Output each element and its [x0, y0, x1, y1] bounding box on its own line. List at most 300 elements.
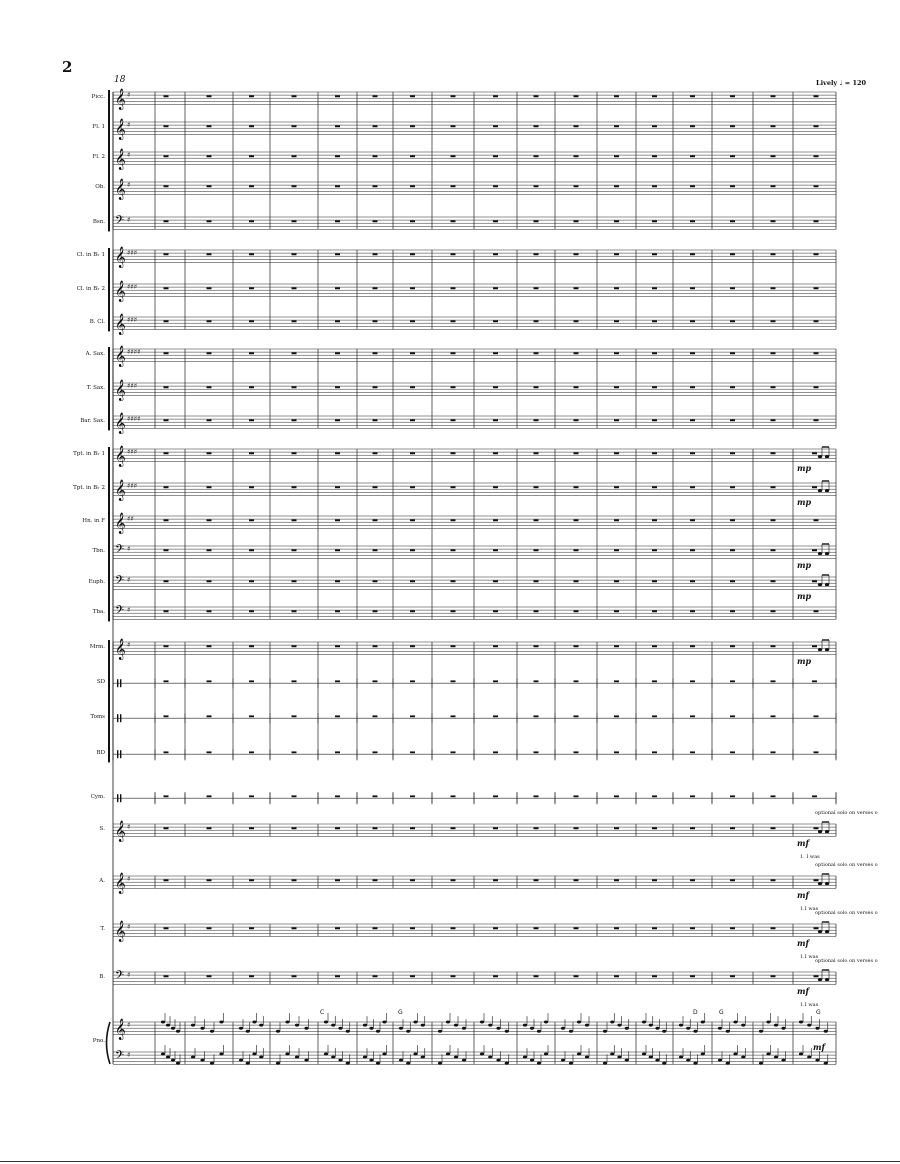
whole-rest	[373, 155, 378, 157]
piano-note	[693, 1030, 697, 1033]
whole-rest	[690, 125, 695, 127]
instrument-label: Toms	[90, 714, 105, 720]
group-bracket	[108, 640, 110, 762]
whole-rest	[812, 645, 817, 647]
whole-rest	[493, 795, 498, 797]
piano-note	[679, 1024, 683, 1027]
whole-rest	[652, 352, 657, 354]
whole-rest	[690, 220, 695, 222]
whole-rest	[574, 519, 579, 521]
piano-note	[610, 1021, 614, 1024]
entry-note	[825, 978, 829, 981]
key-signature: ♯♯♯♯	[127, 348, 141, 356]
whole-rest	[451, 320, 456, 322]
whole-rest	[164, 549, 169, 551]
whole-rest	[410, 253, 415, 255]
piano-note	[252, 1021, 256, 1024]
entry-note	[825, 552, 829, 555]
whole-rest	[534, 927, 539, 929]
key-signature: ♯♯♯	[127, 382, 138, 390]
whole-rest	[574, 253, 579, 255]
piano-note	[693, 1062, 697, 1065]
whole-rest	[292, 975, 297, 977]
whole-rest	[690, 452, 695, 454]
whole-rest	[249, 352, 254, 354]
piano-note	[781, 1059, 785, 1062]
whole-rest	[335, 580, 340, 582]
whole-rest	[771, 253, 776, 255]
whole-rest	[534, 580, 539, 582]
percussion-clef	[117, 794, 118, 802]
piano-note	[338, 1059, 342, 1062]
piano-note	[799, 1053, 803, 1056]
whole-rest	[812, 580, 817, 582]
whole-rest	[451, 549, 456, 551]
key-signature: ♯	[127, 576, 131, 584]
whole-rest	[292, 95, 297, 97]
clef: 𝄞	[115, 119, 126, 140]
whole-rest	[730, 155, 735, 157]
whole-rest	[451, 580, 456, 582]
piano-note	[406, 1062, 410, 1065]
clef: 𝄢	[115, 214, 125, 230]
instrument-label: Tbn.	[92, 548, 105, 554]
whole-rest	[574, 287, 579, 289]
instrument-label: Mrm.	[89, 644, 105, 650]
whole-rest	[493, 519, 498, 521]
whole-rest	[812, 486, 817, 488]
piano-brace	[107, 1022, 111, 1064]
whole-rest	[690, 580, 695, 582]
whole-rest	[373, 715, 378, 717]
piano-note	[733, 1021, 737, 1024]
clef: 𝄞	[115, 314, 126, 335]
whole-rest	[652, 795, 657, 797]
instrument-label: Fl. 2	[92, 154, 105, 160]
piano-note	[726, 1030, 730, 1033]
piano-note	[530, 1027, 534, 1030]
whole-rest	[410, 185, 415, 187]
chord-symbol: G	[719, 1009, 724, 1016]
whole-rest	[373, 287, 378, 289]
whole-rest	[373, 927, 378, 929]
whole-rest	[652, 580, 657, 582]
instrument-label: T.	[100, 926, 105, 932]
whole-rest	[249, 419, 254, 421]
lyric: 1.I was	[800, 954, 819, 960]
piano-note	[569, 1030, 573, 1033]
whole-rest	[730, 549, 735, 551]
whole-rest	[207, 386, 212, 388]
whole-rest	[730, 220, 735, 222]
piano-note	[324, 1053, 328, 1056]
whole-rest	[373, 519, 378, 521]
whole-rest	[207, 580, 212, 582]
whole-rest	[534, 549, 539, 551]
whole-rest	[373, 610, 378, 612]
piano-note	[324, 1021, 328, 1024]
whole-rest	[771, 879, 776, 881]
whole-rest	[534, 680, 539, 682]
entry-note	[818, 489, 822, 492]
whole-rest	[373, 352, 378, 354]
whole-rest	[730, 680, 735, 682]
whole-rest	[164, 220, 169, 222]
whole-rest	[574, 975, 579, 977]
whole-rest	[410, 975, 415, 977]
whole-rest	[730, 879, 735, 881]
whole-rest	[574, 580, 579, 582]
piano-note	[642, 1021, 646, 1024]
piano-note	[219, 1021, 223, 1024]
whole-rest	[652, 220, 657, 222]
whole-rest	[690, 645, 695, 647]
piano-note	[421, 1024, 425, 1027]
whole-rest	[207, 549, 212, 551]
piano-note	[718, 1059, 722, 1062]
whole-rest	[771, 185, 776, 187]
dynamic-mp: mp	[797, 560, 812, 570]
piano-note	[399, 1027, 403, 1030]
whole-rest	[335, 185, 340, 187]
tempo-marking: Lively ♩ = 120	[816, 79, 867, 87]
dynamic-mf: mf	[813, 1042, 825, 1052]
whole-rest	[373, 419, 378, 421]
whole-rest	[652, 386, 657, 388]
whole-rest	[292, 580, 297, 582]
whole-rest	[730, 715, 735, 717]
whole-rest	[493, 827, 498, 829]
clef: 𝄞	[115, 281, 126, 302]
whole-rest	[771, 386, 776, 388]
whole-rest	[652, 879, 657, 881]
piano-note	[701, 1053, 705, 1056]
whole-rest	[410, 452, 415, 454]
whole-rest	[614, 519, 619, 521]
piano-note	[454, 1056, 458, 1059]
whole-rest	[614, 486, 619, 488]
piano-note	[655, 1059, 659, 1062]
whole-rest	[451, 386, 456, 388]
whole-rest	[249, 287, 254, 289]
whole-rest	[249, 155, 254, 157]
whole-rest	[249, 125, 254, 127]
whole-rest	[614, 352, 619, 354]
whole-rest	[614, 320, 619, 322]
whole-rest	[164, 320, 169, 322]
whole-rest	[373, 125, 378, 127]
whole-rest	[292, 220, 297, 222]
whole-rest	[730, 125, 735, 127]
piano-note	[346, 1030, 350, 1033]
whole-rest	[771, 827, 776, 829]
whole-rest	[493, 352, 498, 354]
dynamic-mp: mp	[797, 497, 812, 507]
group-bracket	[108, 447, 110, 621]
whole-rest	[614, 680, 619, 682]
whole-rest	[493, 125, 498, 127]
whole-rest	[814, 125, 819, 127]
clef: 𝄞	[115, 380, 126, 401]
piano-note	[766, 1021, 770, 1024]
clef: 𝄞	[115, 413, 126, 434]
whole-rest	[451, 879, 456, 881]
entry-note	[825, 882, 829, 885]
key-signature: ♯	[127, 923, 131, 931]
piano-note	[505, 1030, 509, 1033]
whole-rest	[614, 879, 619, 881]
key-signature: ♯	[127, 216, 131, 224]
whole-rest	[207, 827, 212, 829]
whole-rest	[574, 386, 579, 388]
key-signature: ♯♯♯	[127, 316, 138, 324]
piano-note	[338, 1027, 342, 1030]
key-signature: ♯♯♯	[127, 283, 138, 291]
whole-rest	[292, 386, 297, 388]
piano-note	[530, 1059, 534, 1062]
whole-rest	[164, 680, 169, 682]
whole-rest	[373, 645, 378, 647]
piano-note	[462, 1027, 466, 1030]
whole-rest	[652, 927, 657, 929]
whole-rest	[373, 580, 378, 582]
whole-rest	[652, 125, 657, 127]
piano-note	[774, 1056, 778, 1059]
whole-rest	[451, 715, 456, 717]
whole-rest	[771, 419, 776, 421]
piano-note	[276, 1030, 280, 1033]
whole-rest	[493, 680, 498, 682]
whole-rest	[614, 287, 619, 289]
clef: 𝄞	[115, 346, 126, 367]
whole-rest	[574, 610, 579, 612]
whole-rest	[410, 795, 415, 797]
piano-note	[655, 1027, 659, 1030]
whole-rest	[451, 519, 456, 521]
whole-rest	[534, 287, 539, 289]
whole-rest	[534, 185, 539, 187]
whole-rest	[771, 220, 776, 222]
whole-rest	[292, 751, 297, 753]
piano-note	[285, 1021, 289, 1024]
entry-note	[825, 930, 829, 933]
piano-note	[219, 1053, 223, 1056]
whole-rest	[493, 645, 498, 647]
piano-note	[496, 1027, 500, 1030]
whole-rest	[652, 751, 657, 753]
whole-rest	[652, 185, 657, 187]
whole-rest	[451, 220, 456, 222]
instrument-label: Tpt. in B♭ 2	[73, 485, 105, 491]
instrument-label: Cym.	[90, 794, 105, 800]
whole-rest	[207, 795, 212, 797]
key-signature: ♯	[127, 971, 131, 979]
whole-rest	[730, 751, 735, 753]
piano-note	[376, 1062, 380, 1065]
whole-rest	[410, 610, 415, 612]
whole-rest	[534, 610, 539, 612]
instrument-label: Picc.	[91, 94, 105, 100]
piano-note	[191, 1024, 195, 1027]
whole-rest	[373, 751, 378, 753]
piano-note	[331, 1024, 335, 1027]
whole-rest	[614, 827, 619, 829]
whole-rest	[410, 320, 415, 322]
whole-rest	[493, 927, 498, 929]
whole-rest	[207, 320, 212, 322]
whole-rest	[207, 125, 212, 127]
piano-note	[246, 1030, 250, 1033]
whole-rest	[164, 879, 169, 881]
whole-rest	[207, 645, 212, 647]
whole-rest	[335, 125, 340, 127]
whole-rest	[690, 680, 695, 682]
piano-note	[741, 1024, 745, 1027]
percussion-clef	[120, 794, 121, 802]
piano-note	[537, 1030, 541, 1033]
whole-rest	[652, 95, 657, 97]
group-bracket	[108, 248, 110, 331]
whole-rest	[534, 827, 539, 829]
whole-rest	[249, 580, 254, 582]
lyric: 1. I was	[800, 854, 820, 860]
piano-note	[617, 1056, 621, 1059]
whole-rest	[410, 751, 415, 753]
piano-note	[446, 1021, 450, 1024]
whole-rest	[771, 645, 776, 647]
whole-rest	[534, 155, 539, 157]
whole-rest	[771, 95, 776, 97]
entry-note	[825, 489, 829, 492]
whole-rest	[814, 386, 819, 388]
vocal-direction: optional solo on verses o	[815, 862, 878, 868]
instrument-label: Cl. in B♭ 2	[76, 286, 105, 292]
whole-rest	[614, 185, 619, 187]
instrument-label: Fl. 1	[92, 124, 105, 130]
whole-rest	[451, 751, 456, 753]
whole-rest	[292, 795, 297, 797]
whole-rest	[451, 287, 456, 289]
piano-note	[679, 1056, 683, 1059]
whole-rest	[451, 352, 456, 354]
piano-note	[496, 1059, 500, 1062]
whole-rest	[335, 155, 340, 157]
instrument-label: A. Sax.	[85, 351, 105, 357]
piano-note	[376, 1030, 380, 1033]
whole-rest	[493, 220, 498, 222]
piano-note	[585, 1056, 589, 1059]
piano-note	[176, 1030, 180, 1033]
whole-rest	[534, 320, 539, 322]
whole-rest	[249, 827, 254, 829]
whole-rest	[249, 927, 254, 929]
piano-note	[544, 1053, 548, 1056]
whole-rest	[652, 155, 657, 157]
whole-rest	[207, 352, 212, 354]
whole-rest	[292, 287, 297, 289]
whole-rest	[164, 827, 169, 829]
whole-rest	[730, 519, 735, 521]
whole-rest	[690, 549, 695, 551]
whole-rest	[335, 220, 340, 222]
piano-note	[774, 1024, 778, 1027]
piano-note	[369, 1059, 373, 1062]
whole-rest	[164, 645, 169, 647]
whole-rest	[690, 155, 695, 157]
piano-note	[454, 1024, 458, 1027]
whole-rest	[614, 549, 619, 551]
piano-note	[331, 1056, 335, 1059]
dynamic-mf: mf	[797, 838, 809, 848]
whole-rest	[771, 352, 776, 354]
key-signature: ♯	[127, 606, 131, 614]
piano-note	[421, 1056, 425, 1059]
whole-rest	[574, 95, 579, 97]
whole-rest	[335, 287, 340, 289]
whole-rest	[451, 486, 456, 488]
whole-rest	[690, 715, 695, 717]
whole-rest	[249, 795, 254, 797]
whole-rest	[373, 320, 378, 322]
whole-rest	[614, 927, 619, 929]
percussion-clef	[117, 750, 118, 758]
piano-note	[191, 1056, 195, 1059]
key-signature: ♯	[127, 875, 131, 883]
instrument-label: BD	[96, 750, 105, 756]
whole-rest	[690, 386, 695, 388]
whole-rest	[292, 155, 297, 157]
clef: 𝄞	[115, 1019, 126, 1040]
instrument-label: T. Sax.	[86, 385, 105, 391]
piano-note	[649, 1056, 653, 1059]
piano-note	[200, 1059, 204, 1062]
whole-rest	[814, 253, 819, 255]
clef: 𝄞	[115, 480, 126, 501]
whole-rest	[493, 715, 498, 717]
whole-rest	[493, 386, 498, 388]
whole-rest	[814, 879, 819, 881]
whole-rest	[730, 386, 735, 388]
whole-rest	[814, 185, 819, 187]
chord-symbol: C	[320, 1009, 325, 1016]
whole-rest	[730, 320, 735, 322]
whole-rest	[249, 452, 254, 454]
whole-rest	[574, 486, 579, 488]
whole-rest	[164, 975, 169, 977]
whole-rest	[207, 879, 212, 881]
whole-rest	[493, 320, 498, 322]
whole-rest	[614, 645, 619, 647]
whole-rest	[451, 795, 456, 797]
piano-note	[462, 1059, 466, 1062]
whole-rest	[534, 486, 539, 488]
entry-note	[825, 455, 829, 458]
whole-rest	[812, 795, 817, 797]
whole-rest	[652, 975, 657, 977]
whole-rest	[652, 320, 657, 322]
whole-rest	[771, 927, 776, 929]
whole-rest	[373, 486, 378, 488]
piano-note	[662, 1062, 666, 1065]
whole-rest	[164, 287, 169, 289]
whole-rest	[493, 419, 498, 421]
instrument-label: B.	[99, 974, 105, 980]
whole-rest	[493, 549, 498, 551]
piano-note	[766, 1053, 770, 1056]
whole-rest	[207, 220, 212, 222]
whole-rest	[493, 879, 498, 881]
key-signature: ♯♯♯	[127, 448, 138, 456]
